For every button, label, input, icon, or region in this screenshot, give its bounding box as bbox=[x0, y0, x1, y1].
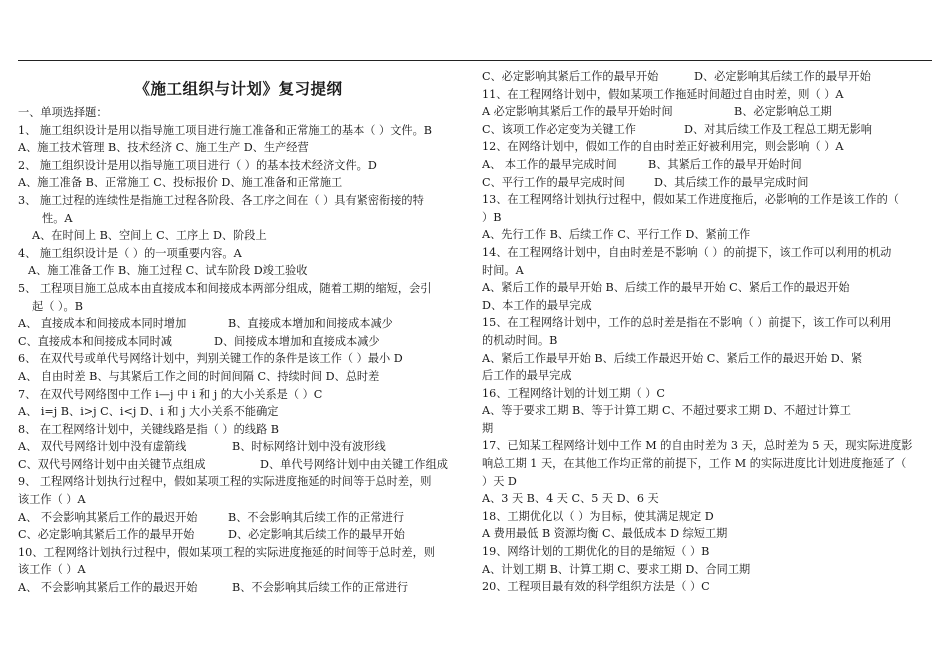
option-d: D、其后续工作的最早完成时间 bbox=[654, 175, 809, 189]
question-9-options-cd bbox=[18, 526, 459, 544]
question-4-options: A、施工准备工作 B、施工过程 C、试车阶段 D竣工验收 bbox=[28, 264, 308, 278]
question-19: 19、网络计划的工期优化的目的是缩短（ ）B bbox=[482, 545, 710, 559]
question-13-line-2: ）B bbox=[482, 210, 502, 224]
question-11-options-ab bbox=[482, 103, 923, 121]
question-3-options: A、在时间上 B、空间上 C、工序上 D、阶段上 bbox=[32, 229, 267, 243]
question-6-options: A、 自由时差 B、与其紧后工作之间的时间间隔 C、持续时间 D、总时差 bbox=[18, 369, 380, 383]
option-b: B、必定影响总工期 bbox=[734, 105, 832, 119]
question-14-options-2: D、本工作的最早完成 bbox=[482, 298, 592, 312]
question-18: 18、工期优化以（ ）为目标，使其满足规定 D bbox=[482, 509, 714, 523]
question-7: 7、 在双代号网络图中工作 i—j 中 i 和 j 的大小关系是（ ）C bbox=[18, 387, 323, 401]
question-11: 11、在工程网络计划中，假如某项工作拖延时间超过自由时差，则（ ）A bbox=[482, 87, 844, 101]
question-10-options-cd bbox=[482, 68, 923, 86]
question-16: 16、工程网络计划的计划工期（ ）C bbox=[482, 386, 665, 400]
question-14-options-1: A、紧后工作的最早开始 B、后续工作的最早开始 C、紧后工作的最迟开始 bbox=[482, 281, 850, 295]
option-c: C、直接成本和间接成本同时减 bbox=[18, 334, 172, 348]
option-a: A、 双代号网络计划中没有虚箭线 bbox=[18, 440, 187, 454]
question-12: 12、在网络计划中，假如工作的自由时差正好被利用完，则会影响（ ）A bbox=[482, 140, 844, 154]
question-9-line-2: 该工作（ ）A bbox=[18, 493, 86, 507]
option-c: C、必定影响其紧后工作的最早开始 bbox=[482, 70, 659, 83]
question-11-options-cd bbox=[482, 121, 923, 139]
option-c: C、双代号网络计划中由关键节点组成 bbox=[18, 457, 206, 471]
option-a: A、 不会影响其紧后工作的最迟开始 bbox=[18, 581, 198, 595]
option-a: A、 直接成本和间接成本同时增加 bbox=[18, 317, 187, 331]
question-7-options: A、 i=j B、i>j C、i<j D、i 和 j 大小关系不能确定 bbox=[18, 405, 279, 419]
option-c: C、平行工作的最早完成时间 bbox=[482, 175, 625, 189]
option-b: B、其紧后工作的最早开始时间 bbox=[648, 157, 802, 171]
option-b: B、不会影响其后续工作的正常进行 bbox=[232, 581, 409, 595]
question-13-line-1: 13、在工程网络计划执行过程中，假如某工作进度拖后，必影响的工作是该工作的（ bbox=[482, 193, 899, 207]
question-10-options-ab bbox=[18, 579, 459, 597]
question-17-options: A、3 天 B、4 天 C、5 天 D、6 天 bbox=[482, 492, 659, 506]
question-9-options-ab bbox=[18, 509, 459, 527]
option-a: A、 本工作的最早完成时间 bbox=[482, 157, 617, 171]
question-2-options: A、施工准备 B、正常施工 C、投标报价 D、施工准备和正常施工 bbox=[18, 176, 343, 190]
question-8-options-ab bbox=[18, 438, 459, 456]
question-20: 20、工程项目最有效的科学组织方法是（ ）C bbox=[482, 580, 710, 594]
option-b: B、时标网络计划中没有波形线 bbox=[232, 440, 386, 454]
question-14-line-1: 14、在工程网络计划中，自由时差是不影响（ ）的前提下，该工作可以利用的机动 bbox=[482, 245, 892, 259]
question-10-line-1: 10、工程网络计划执行过程中，假如某项工程的实际进度拖延的时间等于总时差，则 bbox=[18, 545, 435, 559]
question-5-line-1: 5、 工程项目施工总成本由直接成本和间接成本两部分组成，随着工期的缩短，会引 bbox=[18, 281, 432, 295]
question-15-options-1: A、紧后工作最早开始 B、后续工作最迟开始 C、紧后工作的最迟开始 D、紧 bbox=[482, 351, 863, 365]
question-15-line-2: 的机动时间。B bbox=[482, 333, 558, 347]
question-8: 8、 在工程网络计划中，关键线路是指（ ）的线路 B bbox=[18, 422, 279, 436]
option-d: D、单代号网络计划中由关键工作组成 bbox=[260, 457, 448, 471]
question-12-options-cd bbox=[482, 174, 923, 192]
option-a: A、 不会影响其紧后工作的最迟开始 bbox=[18, 510, 198, 524]
option-d: D、必定影响其后续工作的最早开始 bbox=[694, 70, 871, 83]
question-1-options: A、施工技术管理 B、技术经济 C、施工生产 D、生产经营 bbox=[18, 141, 309, 155]
option-c: C、必定影响其紧后工作的最早开始 bbox=[18, 528, 195, 542]
question-17-line-3: ）天 D bbox=[482, 474, 517, 488]
option-d: D、间接成本增加和直接成本减少 bbox=[214, 334, 380, 348]
option-c: C、该项工作必定变为关键工作 bbox=[482, 122, 636, 136]
question-3-line-1: 3、 施工过程的连续性是指施工过程各阶段、各工序之间在（ ）具有紧密衔接的特 bbox=[18, 193, 424, 207]
question-12-options-ab bbox=[482, 156, 923, 174]
question-5-line-2: 起（ ）。B bbox=[32, 299, 83, 313]
question-6: 6、 在双代号或单代号网络计划中，判别关键工作的条件是该工作（ ）最小 D bbox=[18, 352, 403, 366]
question-19-options: A、计划工期 B、计算工期 C、要求工期 D、合同工期 bbox=[482, 562, 751, 576]
question-13-options: A、先行工作 B、后续工作 C、平行工作 D、紧前工作 bbox=[482, 228, 751, 242]
question-5-options-cd bbox=[18, 333, 459, 351]
question-15-line-1: 15、在工程网络计划中，工作的总时差是指在不影响（ ）前提下，该工作可以利用 bbox=[482, 316, 892, 330]
top-divider-line bbox=[18, 60, 932, 61]
question-3-line-2: 性。A bbox=[42, 211, 73, 225]
right-column bbox=[482, 68, 923, 596]
section-heading: 一、单项选择题： bbox=[18, 106, 108, 119]
question-14-line-2: 时间。A bbox=[482, 263, 524, 277]
question-9-line-1: 9、 工程网络计划执行过程中，假如某项工程的实际进度拖延的时间等于总时差，则 bbox=[18, 475, 432, 489]
question-5-options-ab bbox=[18, 315, 459, 333]
question-17-line-2: 响总工期 1 天，在其他工作均正常的前提下，工作 M 的实际进度比计划进度拖延了（ bbox=[482, 457, 907, 471]
question-16-options: A、等于要求工期 B、等于计算工期 C、不超过要求工期 D、不超过计算工 bbox=[482, 404, 851, 418]
document-title: 《施工组织与计划》复习提纲 bbox=[134, 79, 343, 98]
option-d: D、必定影响其后续工作的最早开始 bbox=[228, 528, 405, 542]
question-16-options-2: 期 bbox=[482, 421, 494, 435]
left-column bbox=[18, 68, 459, 597]
option-b: B、不会影响其后续工作的正常进行 bbox=[228, 510, 405, 524]
question-1: 1、 施工组织设计是用以指导施工项目进行施工准备和正常施工的基本（ ）文件。B bbox=[18, 123, 433, 137]
question-10-line-2: 该工作（ ）A bbox=[18, 563, 86, 577]
option-b: B、直接成本增加和间接成本减少 bbox=[228, 317, 393, 331]
option-d: D、对其后续工作及工程总工期无影响 bbox=[684, 122, 872, 136]
question-15-options-2: 后工作的最早完成 bbox=[482, 369, 572, 383]
question-2: 2、 施工组织设计是用以指导施工项目进行（ ）的基本技术经济文件。D bbox=[18, 158, 377, 172]
question-8-options-cd bbox=[18, 456, 459, 474]
question-17-line-1: 17、已知某工程网络计划中工作 M 的自由时差为 3 天，总时差为 5 天，现实际进度影 bbox=[482, 439, 913, 453]
question-4: 4、 施工组织设计是（ ）的一项重要内容。A bbox=[18, 246, 242, 260]
option-a: A 必定影响其紧后工作的最早开始时间 bbox=[482, 105, 673, 119]
question-18-options: A 费用最低 B 资源均衡 C、最低成本 D 综短工期 bbox=[482, 527, 728, 541]
